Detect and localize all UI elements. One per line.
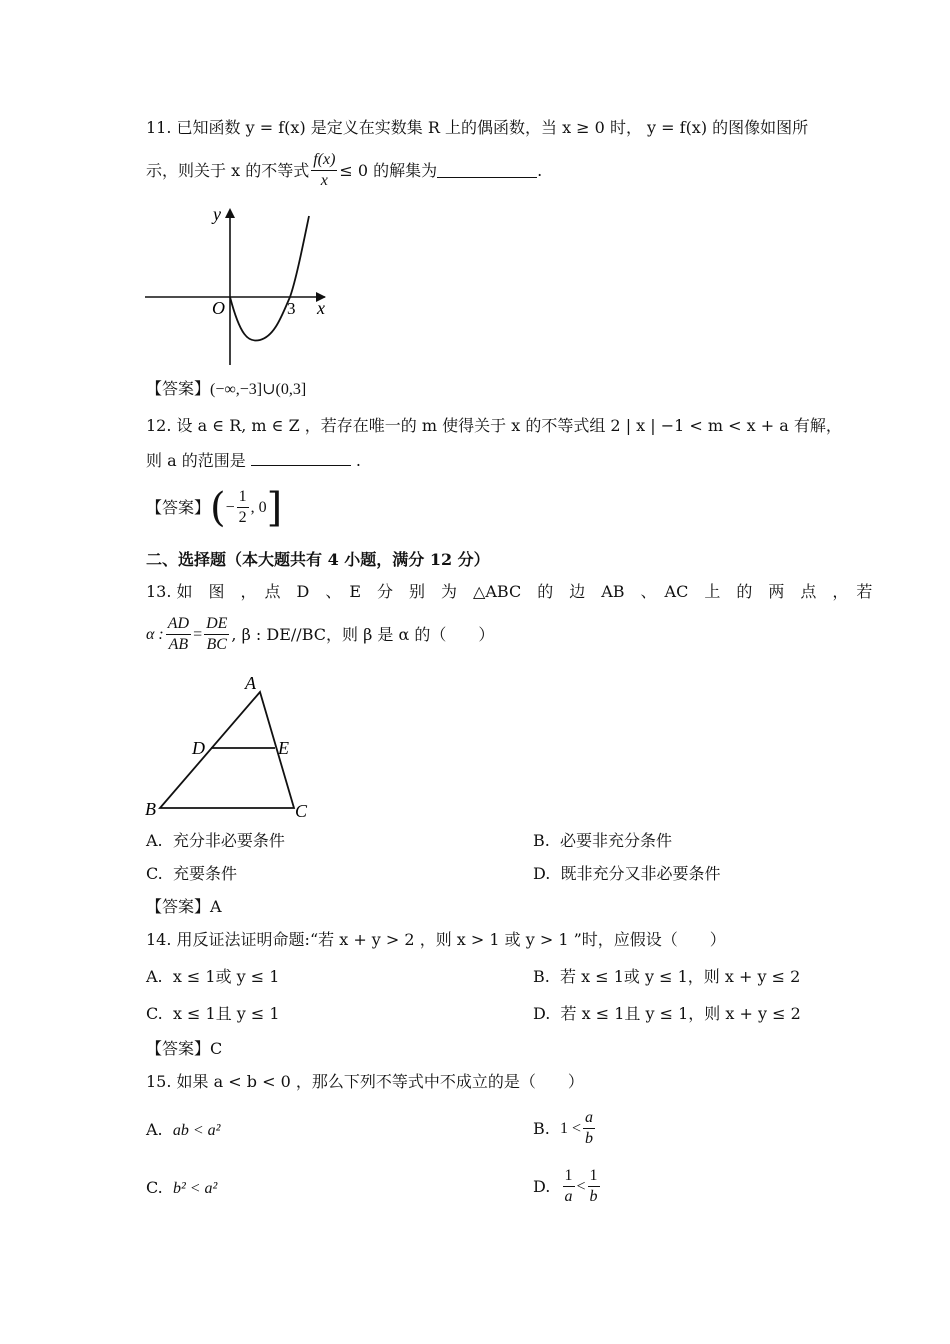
option-key: D.: [533, 1004, 551, 1023]
option-b-num: a: [583, 1108, 595, 1129]
graph-y-label: y: [213, 204, 221, 224]
right-bracket-icon: ]: [266, 484, 283, 531]
option-text: 若 x ≤ 1且 y ≤ 1，则 x + y ≤ 2: [560, 1004, 801, 1023]
q11-frac-den: x: [320, 172, 328, 189]
option-key: D.: [533, 864, 551, 883]
q15-line1: [146, 1071, 584, 1093]
option-text: ab < a²: [172, 1122, 221, 1139]
q15-option-a[interactable]: [146, 1119, 220, 1142]
graph-origin-label: O: [212, 298, 225, 318]
q13-option-d[interactable]: [533, 863, 721, 885]
q11-frac-num: f(x): [311, 150, 337, 171]
q13-frac-de-bc: [204, 614, 229, 655]
q15-option-b[interactable]: [533, 1108, 597, 1149]
q13-frac-ad-ab: [166, 614, 191, 655]
option-text: 必要非充分条件: [560, 831, 673, 850]
option-key: B.: [533, 831, 550, 850]
graph-root-label: 3: [287, 299, 296, 318]
q15-stem: 如果 a < b < 0 ，那么下列不等式中不成立的是（ ）: [176, 1072, 584, 1091]
q12-answer-label: 【答案】: [146, 497, 211, 517]
option-d-den-2: b: [589, 1188, 598, 1205]
q13-f1-num: AD: [166, 614, 191, 635]
option-text: 充要条件: [172, 864, 237, 883]
option-key: A.: [146, 967, 163, 986]
option-text: x ≤ 1或 y ≤ 1: [172, 967, 280, 986]
q14-option-d[interactable]: [533, 1003, 801, 1025]
q11-stem: 已知函数 y = f(x) 是定义在实数集 R 上的偶函数，当 x ≥ 0 时， y = f(x) 的图像如图所: [176, 118, 809, 137]
q13-answer: 【答案】A: [146, 897, 222, 916]
q13-line2: [146, 614, 494, 655]
q12-line2: [146, 450, 361, 472]
section-heading: 二、选择题（本大题共有 4 小题，满分 12 分）: [146, 550, 490, 569]
option-text: b² < a²: [172, 1180, 218, 1197]
q13-number: 13.: [146, 582, 172, 601]
option-d-less-than: <: [576, 1177, 586, 1195]
q14-stem: 用反证法证明命题:“若 x + y > 2 ，则 x > 1 或 y > 1 ”时，应假设（ ）: [176, 930, 726, 949]
function-curve: [230, 216, 309, 341]
q11-stem-2b: ≤ 0 的解集为: [339, 160, 438, 180]
q11-number: 11.: [146, 118, 172, 137]
label-a: A: [245, 673, 256, 693]
q13-stem-2b: , β : DE//BC，则 β 是 α 的（ ）: [231, 624, 495, 644]
option-text: 若 x ≤ 1或 y ≤ 1，则 x + y ≤ 2: [560, 967, 801, 986]
q13-option-b[interactable]: [533, 830, 672, 852]
q14-line1: [146, 929, 726, 951]
q13-line1: [146, 581, 872, 603]
q15-number: 15.: [146, 1072, 172, 1091]
q13-option-a[interactable]: [146, 830, 285, 852]
option-d-fraction-1: [563, 1166, 575, 1207]
q11-line1: [146, 117, 808, 139]
q13-f1-den: AB: [168, 636, 189, 653]
option-key: C.: [146, 1004, 163, 1023]
option-d-num-1: 1: [563, 1166, 575, 1187]
option-text: x ≤ 1且 y ≤ 1: [172, 1004, 280, 1023]
q11-fraction: [311, 150, 337, 191]
q14-option-a[interactable]: [146, 966, 279, 988]
q12-answer-fraction: [237, 487, 249, 528]
option-key: B.: [533, 967, 550, 986]
option-b-den: b: [585, 1130, 594, 1147]
q13-stem: 如 图 ， 点 D 、 E 分 别 为 △ABC 的 边 AB 、 AC 上 的 两 点 ， 若: [176, 582, 873, 601]
option-key: C.: [146, 1178, 163, 1197]
q11-answer-value: (−∞,−3]∪(0,3]: [210, 381, 307, 398]
q12-answer-minus: −: [225, 498, 235, 516]
q14-answer: 【答案】C: [146, 1039, 223, 1058]
option-b-fraction: [583, 1108, 595, 1149]
graph-x-label: x: [317, 298, 325, 318]
q13-f2-den: BC: [206, 636, 227, 653]
option-key: D.: [533, 1176, 551, 1196]
q12-answer: [146, 484, 283, 531]
q13-alpha: α :: [146, 625, 164, 643]
q12-line1: [146, 415, 842, 437]
label-e: E: [278, 738, 289, 758]
q13-triangle-figure: [140, 670, 320, 825]
q12-period: .: [355, 451, 361, 470]
option-key: A.: [146, 831, 163, 850]
option-text: 充分非必要条件: [172, 831, 285, 850]
y-axis-arrow-icon: [225, 208, 235, 218]
q15-option-c[interactable]: [146, 1177, 217, 1200]
option-d-den-1: a: [564, 1188, 573, 1205]
q13-f2-num: DE: [204, 614, 229, 635]
q15-option-d[interactable]: [533, 1166, 602, 1207]
q12-answer-tail: , 0: [250, 498, 267, 516]
q11-answer: [146, 378, 306, 401]
option-d-fraction-2: [588, 1166, 600, 1207]
q12-ans-num: 1: [237, 487, 249, 508]
q13-equals: =: [193, 625, 203, 643]
label-b: B: [145, 799, 156, 819]
label-c: C: [295, 801, 308, 821]
q14-option-c[interactable]: [146, 1003, 280, 1025]
q12-stem-2: 则 a 的范围是: [146, 451, 246, 470]
q11-answer-blank: [437, 163, 537, 178]
q14-option-b[interactable]: [533, 966, 800, 988]
option-d-num-2: 1: [588, 1166, 600, 1187]
q11-period: .: [537, 160, 543, 180]
q12-ans-den: 2: [238, 509, 247, 526]
option-text: 既非充分又非必要条件: [560, 864, 721, 883]
label-d: D: [192, 738, 205, 758]
q11-answer-label: 【答案】: [146, 379, 211, 398]
option-key: A.: [146, 1120, 163, 1139]
q12-stem: 设 a ∈ R, m ∈ Z ，若存在唯一的 m 使得关于 x 的不等式组 2 | x | −1 < m < x + a 有解，: [176, 416, 842, 435]
q12-answer-blank: [251, 451, 351, 466]
triangle-abc: [160, 692, 294, 808]
option-key: C.: [146, 864, 163, 883]
option-key: B.: [533, 1118, 550, 1138]
option-b-lhs: 1 <: [560, 1119, 582, 1137]
q14-number: 14.: [146, 930, 172, 949]
q13-option-c[interactable]: [146, 863, 237, 885]
q11-function-graph: [140, 200, 340, 370]
q11-stem-2a: 示，则关于 x 的不等式: [146, 160, 310, 180]
q11-line2: [146, 150, 542, 191]
q12-number: 12.: [146, 416, 172, 435]
left-paren-icon: (: [210, 484, 226, 531]
